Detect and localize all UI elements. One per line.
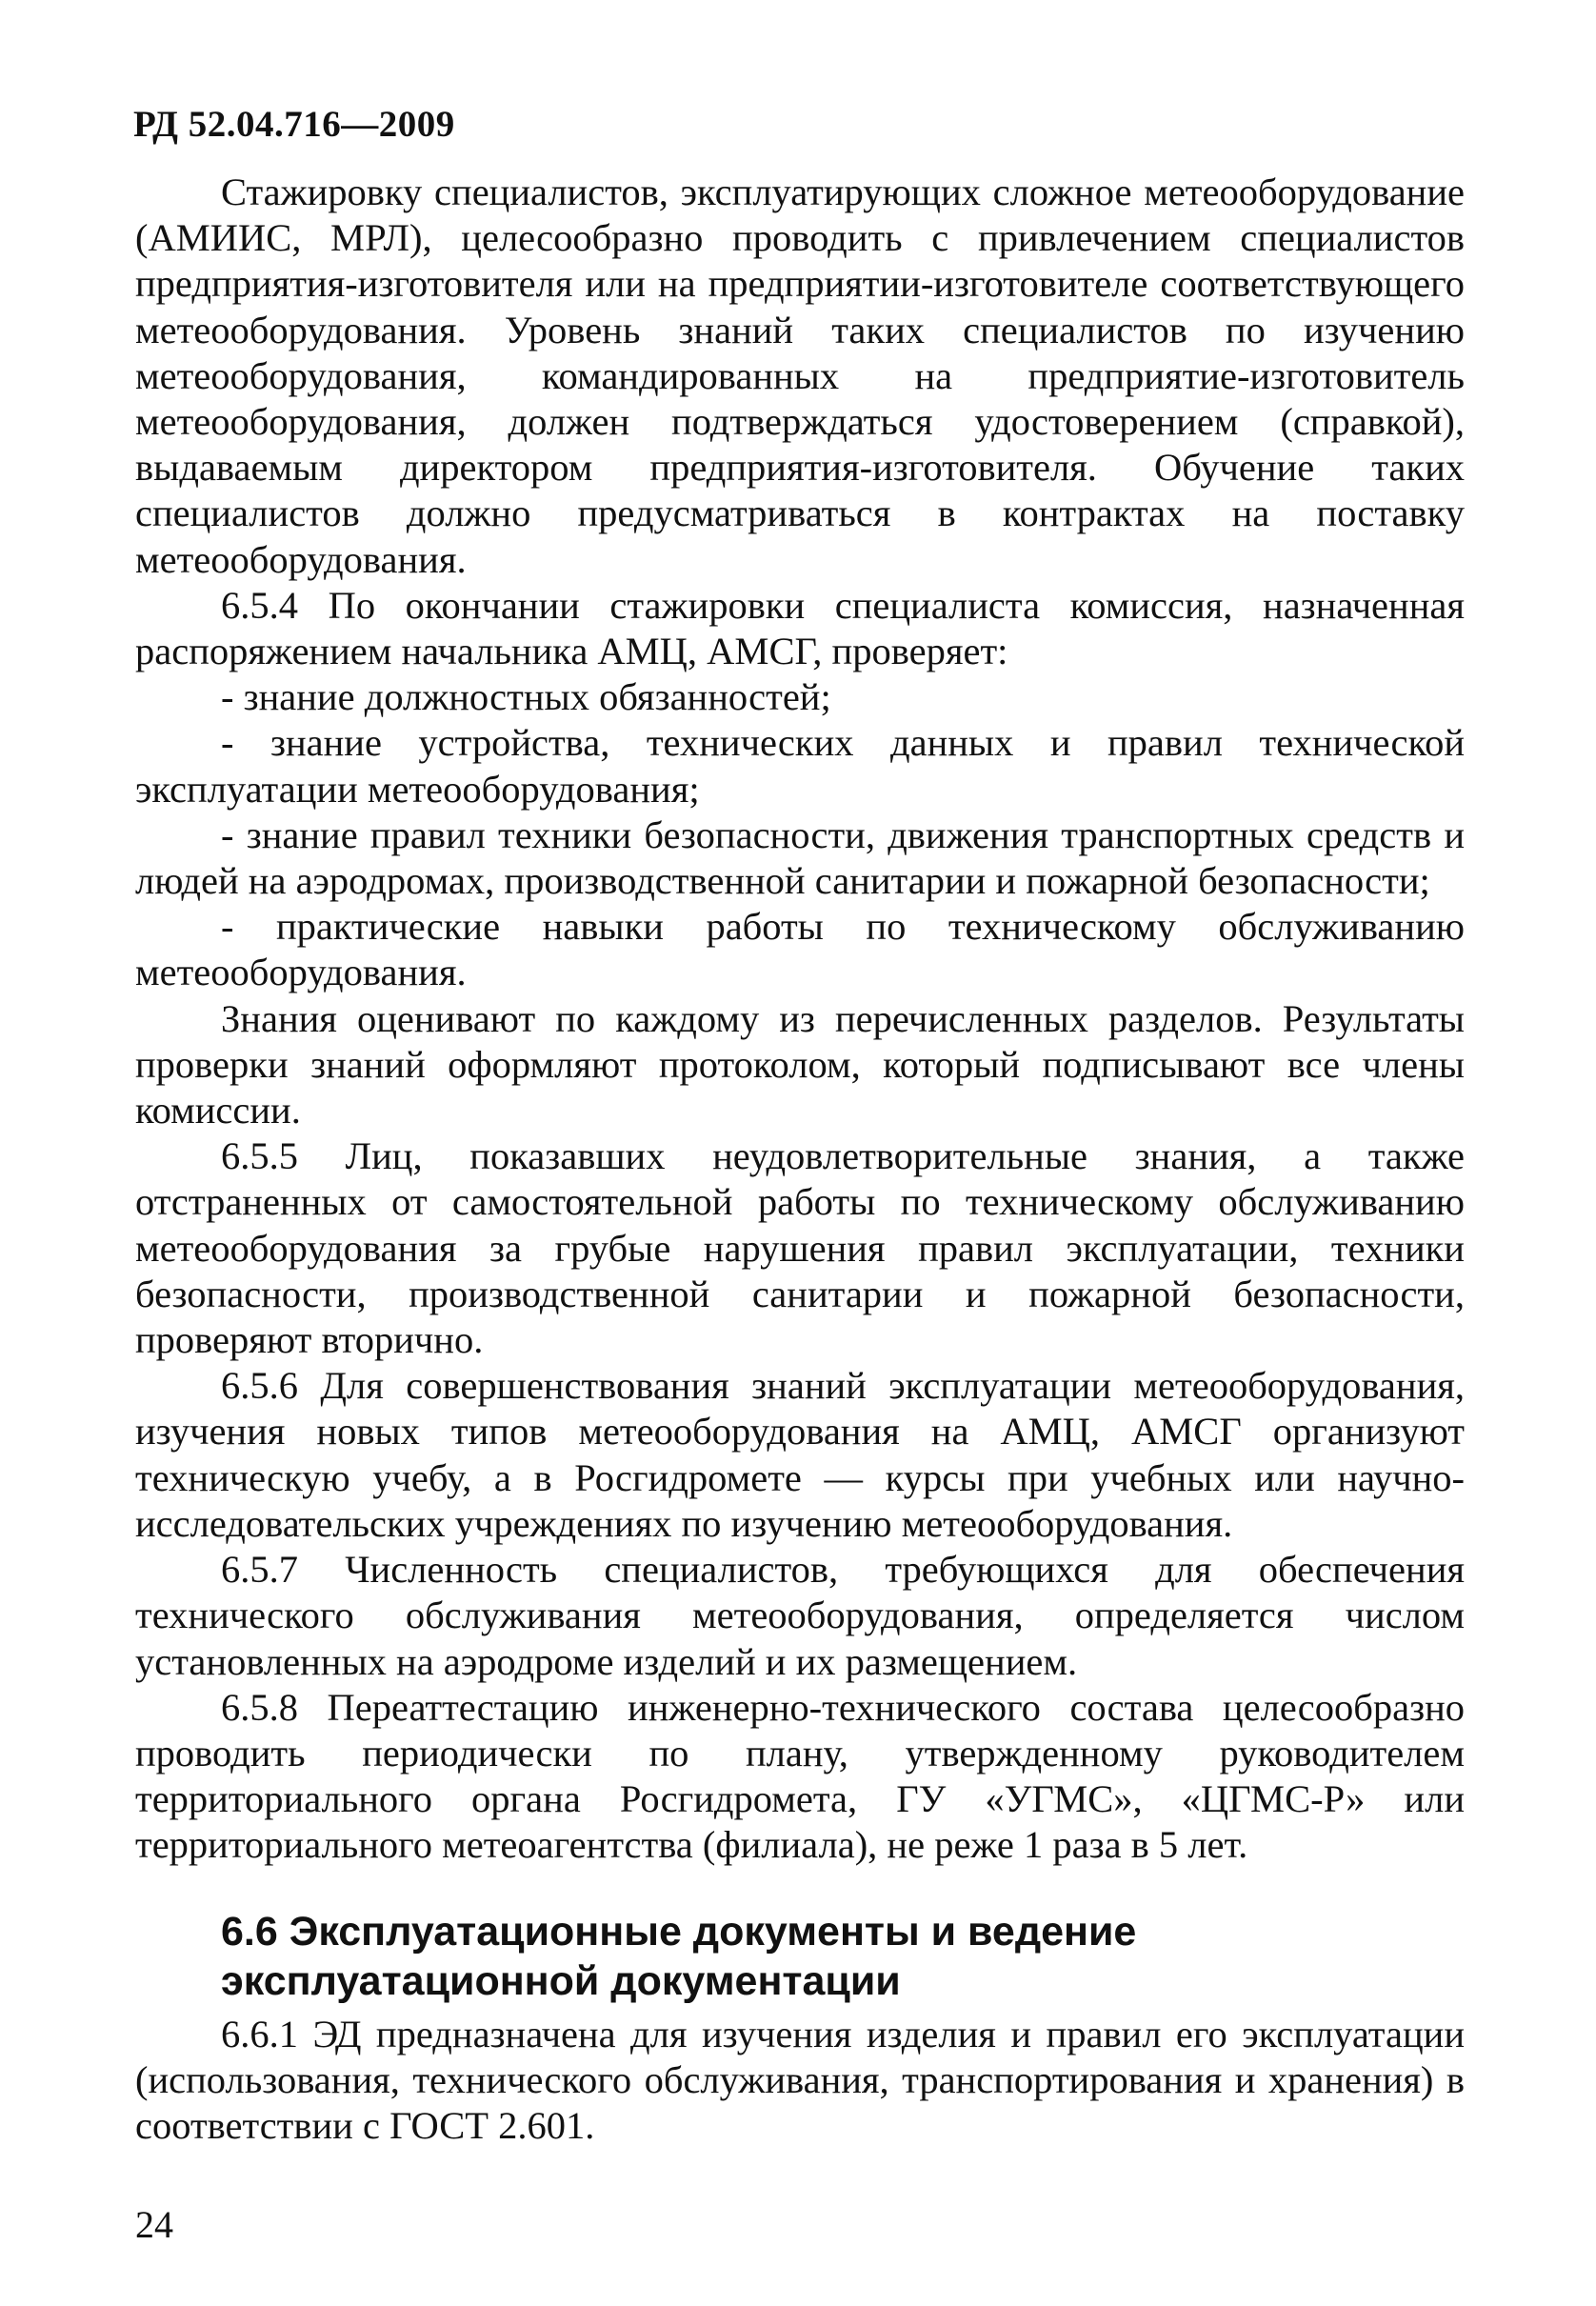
section-heading-line1: 6.6 Эксплуатационные документы и ведение [221,1908,1137,1955]
paragraph-6-5-4: 6.5.4 По окончании стажировки специалиста комиссия, назначенная распоряжением начальника АМЦ, АМСГ, проверяет: [135,583,1465,673]
paragraph-assessment: Знания оценивают по каждому из перечисленных разделов. Результаты проверки знаний оформляют протоколом, который подписывают все члены комиссии. [135,996,1465,1133]
list-item-practical-skills: - практические навыки работы по техническому обслуживанию метеооборудования. [135,905,1465,994]
paragraph-6-5-6: 6.5.6 Для совершенствования знаний эксплуатации метеооборудования, изучения новых типов метеооборудования на АМЦ, АМСГ организуют техническую учебу, а в Росгидромете — курсы при учебных или научно-исследовательских учреждениях по изучению метеооборудования. [135,1364,1465,1545]
list-item-duties: - знание должностных обязанностей; [221,675,831,719]
paragraph-6-5-7: 6.5.7 Численность специалистов, требующихся для обеспечения технического обслуживания метеооборудования, определяется числом установленных на аэродроме изделий и их размещением. [135,1548,1465,1683]
list-item-equipment: - знание устройства, технических данных и правил технической эксплуатации метеооборудования; [135,721,1465,811]
document-body [135,170,1465,2149]
paragraph-internship: Стажировку специалистов, эксплуатирующих сложное метеооборудование (АМИИС, МРЛ), целесообразно проводить с привлечением специалистов предприятия-изготовителя или на предприятии-изготовителе соответствующего метеооборудования. Уровень знаний таких специалистов по изучению метеооборудования, командированных на предприятие-изготовитель метеооборудования, должен подтверждаться удостоверением (справкой), выдаваемым директором предприятия-изготовителя. Обучение таких специалистов должно предусматриваться в контрактах на поставку метеооборудования. [135,170,1465,581]
section-heading-line2: эксплуатационной документации [221,1957,901,2004]
page-number: 24 [135,2203,173,2246]
paragraph-6-5-8: 6.5.8 Переаттестацию инженерно-технического состава целесообразно проводить периодически по плану, утвержденному руководителем территориального органа Росгидромета, ГУ «УГМС», «ЦГМС-Р» или территориального метеоагентства (филиала), не реже 1 раза в 5 лет. [135,1685,1465,1867]
paragraph-6-5-5: 6.5.5 Лиц, показавших неудовлетворительные знания, а также отстраненных от самостоятельной работы по техническому обслуживанию метеооборудования за грубые нарушения правил эксплуатации, техники безопасности, производственной санитарии и пожарной безопасности, проверяют вторично. [135,1134,1465,1362]
section-heading-6-6 [135,1907,1465,2006]
paragraph-6-6-1: 6.6.1 ЭД предназначена для изучения изделия и правил его эксплуатации (использования, технического обслуживания, транспортирования и хранения) в соответствии с ГОСТ 2.601. [135,2012,1465,2147]
list-item-safety: - знание правил техники безопасности, движения транспортных средств и людей на аэродромах, производственной санитарии и пожарной безопасности; [135,812,1465,903]
document-code: РД 52.04.716—2009 [133,104,455,145]
